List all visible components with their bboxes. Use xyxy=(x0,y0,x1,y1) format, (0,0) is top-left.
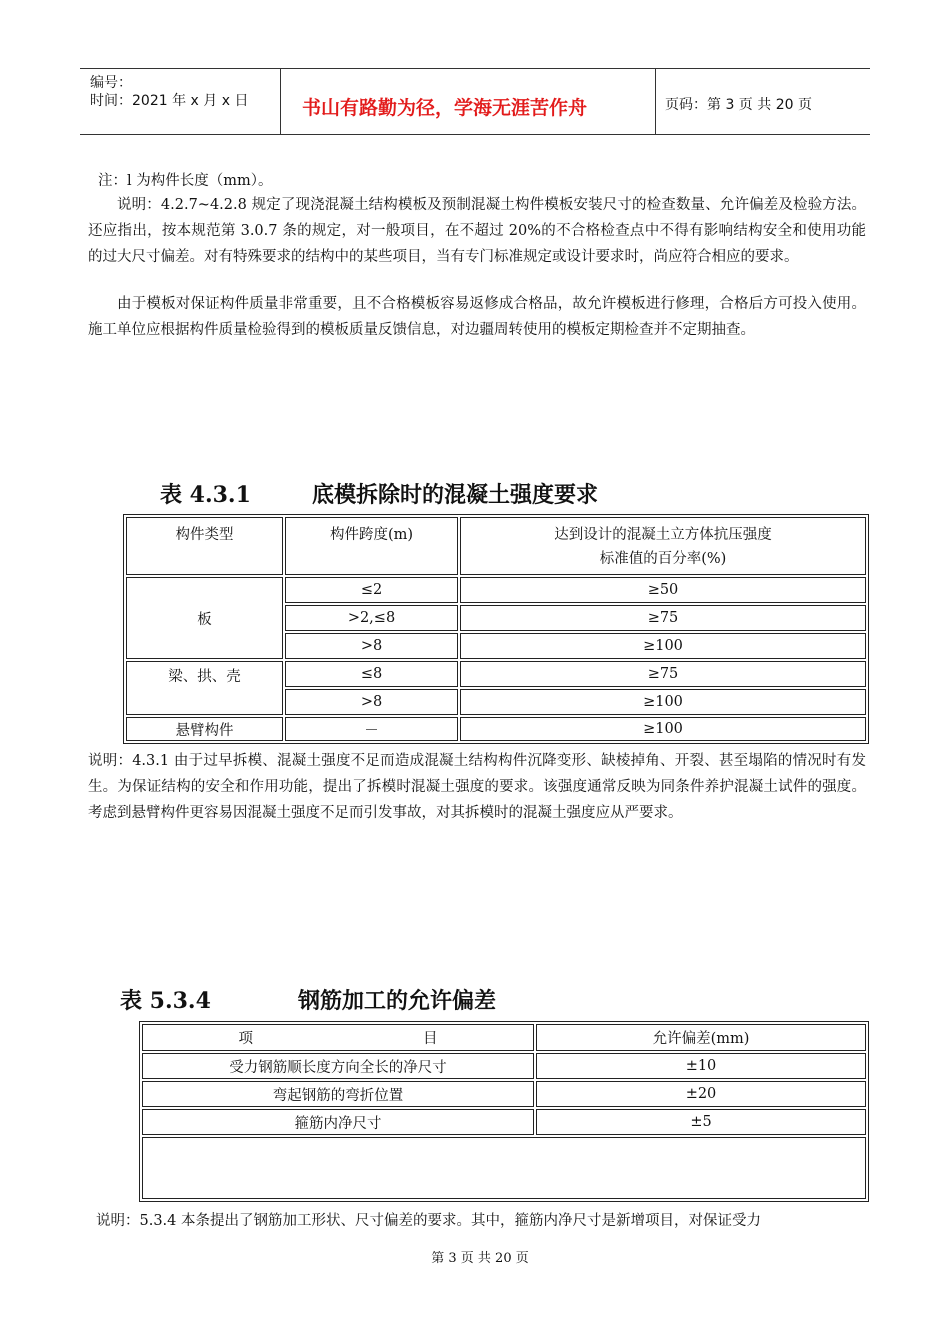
table-row xyxy=(126,717,866,741)
header-strength-line2: 标准值的百分率(%) xyxy=(599,551,727,567)
header-strength-line1: 达到设计的混凝土立方体抗压强度 xyxy=(554,527,772,543)
item-cell: 箍筋内净尺寸 xyxy=(142,1109,534,1135)
explanation-4-2-7: 说明：4.2.7~4.2.8 规定了现浇混凝土结构模板及预制混凝土构件模板安装尺寸的检查数量、允许偏差及检验方法。还应指出，按本规范第 3.0.7 条的规定，对一般项目，在不超过 20%的不合格检查点中不得有影响结构安全和使用功能的过大尺寸偏差。对有特殊要求的结构中的某些项目，当有专门标准规定或设计要求时，尚应符合相应的要求。 xyxy=(88,197,866,265)
group-cantilever: 悬臂构件 xyxy=(126,717,283,741)
length-note: 注：l 为构件长度（mm）。 xyxy=(98,173,273,189)
concrete-strength-table xyxy=(123,514,869,744)
table-5-3-4-title: 钢筋加工的允许偏差 xyxy=(298,988,497,1014)
group-slab: 板 xyxy=(126,577,283,659)
header-divider-left xyxy=(280,68,281,134)
header-bottom-rule xyxy=(80,134,870,135)
header-top-rule xyxy=(80,68,870,69)
table-row xyxy=(142,1109,866,1135)
document-date: 时间：2021 年 x 月 x 日 xyxy=(90,93,249,109)
span-cell: >8 xyxy=(285,689,458,715)
header-member-type: 构件类型 xyxy=(126,517,283,575)
empty-cell xyxy=(142,1137,866,1199)
document-code-label: 编号： xyxy=(90,75,132,91)
table-empty-row xyxy=(142,1137,866,1199)
tolerance-cell: ±20 xyxy=(536,1081,866,1107)
span-cell: － xyxy=(285,717,458,741)
table-4-3-1-title: 底模拆除时的混凝土强度要求 xyxy=(312,482,599,508)
header-span: 构件跨度(m) xyxy=(285,517,458,575)
tolerance-cell: ±5 xyxy=(536,1109,866,1135)
item-cell: 受力钢筋顺长度方向全长的净尺寸 xyxy=(142,1053,534,1079)
value-cell: ≥100 xyxy=(460,717,866,741)
table-4-3-1-number: 表 4.3.1 xyxy=(160,482,251,508)
span-cell: ≤2 xyxy=(285,577,458,603)
page-footer: 第 3 页 共 20 页 xyxy=(431,1251,529,1266)
header-item xyxy=(142,1024,534,1051)
table-row xyxy=(142,1053,866,1079)
table-row xyxy=(126,661,866,687)
value-cell: ≥75 xyxy=(460,605,866,631)
table-row xyxy=(142,1081,866,1107)
value-cell: ≥50 xyxy=(460,577,866,603)
header-page-info: 页码：第 3 页 共 20 页 xyxy=(665,97,812,113)
header-strength-percentage xyxy=(460,517,866,575)
value-cell: ≥100 xyxy=(460,633,866,659)
rebar-tolerance-table xyxy=(139,1021,869,1202)
header-item-char-a: 项 xyxy=(238,1031,253,1047)
header-motto: 书山有路勤为径，学海无涯苦作舟 xyxy=(302,97,588,119)
value-cell: ≥100 xyxy=(460,689,866,715)
group-beam-arch-shell: 梁、拱、壳 xyxy=(126,661,283,715)
span-cell: ≤8 xyxy=(285,661,458,687)
header-divider-right xyxy=(655,68,656,134)
explanation-4-3-1: 说明：4.3.1 由于过早拆模、混凝土强度不足而造成混凝土结构构件沉降变形、缺棱掉角、开裂、甚至塌陷的情况时有发生。为保证结构的安全和作用功能，提出了拆模时混凝土强度的要求。该强度通常反映为同条件养护混凝土试件的强度。考虑到悬臂构件更容易因混凝土强度不足而引发事故，对其拆模时的混凝土强度应从严要求。 xyxy=(88,753,866,821)
header-item-char-b: 目 xyxy=(423,1031,438,1047)
header-tolerance: 允许偏差(mm) xyxy=(536,1024,866,1051)
table-header-row xyxy=(142,1024,866,1051)
tolerance-cell: ±10 xyxy=(536,1053,866,1079)
table-row xyxy=(126,577,866,603)
item-cell: 弯起钢筋的弯折位置 xyxy=(142,1081,534,1107)
table-header-row xyxy=(126,517,866,575)
span-cell: >2,≤8 xyxy=(285,605,458,631)
table-5-3-4-number: 表 5.3.4 xyxy=(120,988,211,1014)
value-cell: ≥75 xyxy=(460,661,866,687)
explanation-5-3-4: 说明：5.3.4 本条提出了钢筋加工形状、尺寸偏差的要求。其中，箍筋内净尺寸是新增项目，对保证受力 xyxy=(96,1213,761,1229)
explanation-formwork-repair: 由于模板对保证构件质量非常重要，且不合格模板容易返修成合格品，故允许模板进行修理，合格后方可投入使用。施工单位应根据构件质量检验得到的模板质量反馈信息，对边疆周转使用的模板定期检查并不定期抽查。 xyxy=(88,296,866,338)
span-cell: >8 xyxy=(285,633,458,659)
